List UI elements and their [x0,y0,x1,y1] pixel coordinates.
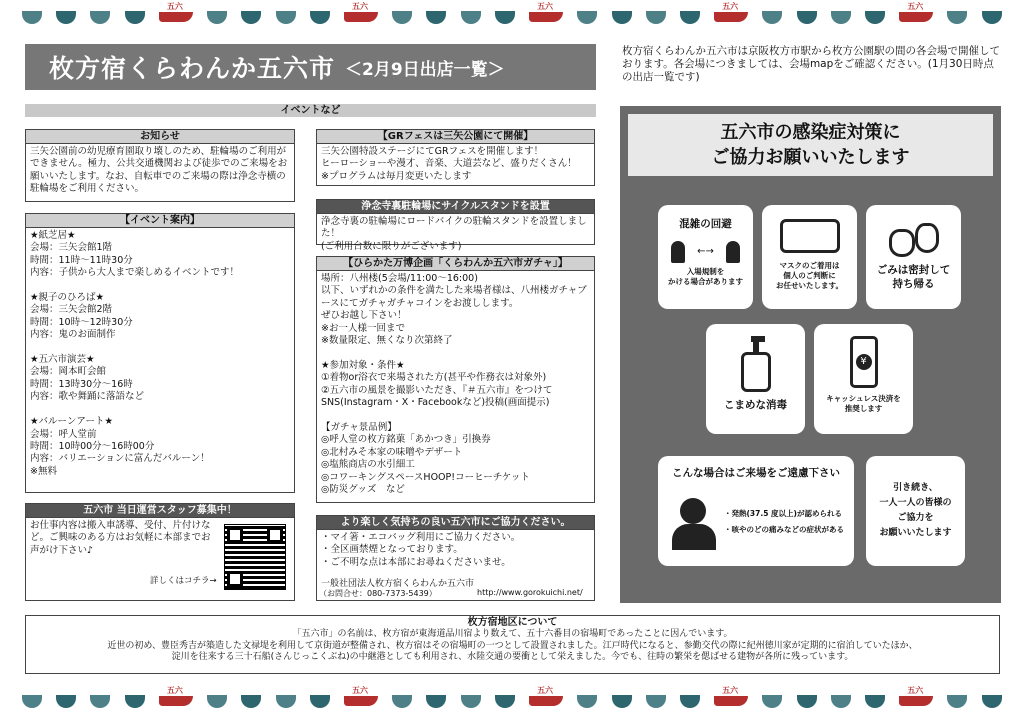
district-info-box [25,615,1000,674]
bowl-icon [310,11,330,24]
notice-title: お知らせ [26,130,294,144]
cooperation-body: ・マイ箸・エコバッグ利用にご協力ください。 ・全区画禁煙となっております。 ・ご不明な点は本部にお尋ねくださいませ。 [321,532,521,568]
decorative-border-bottom [0,688,1024,714]
bowl-icon [22,695,42,708]
boat-icon: 五六 [159,696,193,706]
sanitize-card [706,324,805,434]
refrain-items: ・発熱(37.5 度以上)が認められる ・咳やのどの痛みなどの症状がある [724,509,844,534]
bowl-icon [947,11,967,24]
mask-card [762,205,857,309]
staff-box [25,503,295,601]
trash-label: ごみは密封して 持ち帰る [876,264,951,290]
bowl-icon [680,695,700,708]
bowl-icon [982,11,1002,24]
bowl-icon [276,11,296,24]
gr-fes-title: 【GRフェスは三矢公園にて開催】 [317,130,594,144]
boat-icon: 五六 [344,12,378,22]
bowl-icon [207,11,227,24]
bowl-icon [495,11,515,24]
event-info-title: 【イベント案内】 [26,214,294,228]
boat-icon: 五六 [899,12,933,22]
boat-icon: 五六 [529,12,563,22]
notice-body: 三矢公園前の幼児療育園取り壊しのため、駐輪場のご利用ができません。極力、公共交通機関および徒歩でのご来場をお願いいたします。なお、自転車でのご来場の際は浄念寺横の駐輪場をご利用ください。 [30,146,288,195]
page-title [25,44,596,90]
website-link[interactable]: http://www.gorokuichi.net/ [477,588,583,597]
people-distance-icon: ←→ [671,239,741,263]
bowl-icon [56,11,76,24]
avoid-crowds-card [658,205,753,309]
bowl-icon [831,695,851,708]
bowl-icon [646,695,666,708]
bike-stand-body: 浄念寺裏の駐輪場にロードバイクの駐輪スタンドを設置しました！ (ご利用台数に限りがございます) [321,216,587,252]
boat-icon: 五六 [714,12,748,22]
event-info-box [25,213,295,493]
intro-text: 枚方宿くらわんか五六市は京阪枚方市駅から枚方公園駅の間の各会場で開催しております。各会場につきましては、会場mapをご確認ください。(1月30日時点の出店一覧です) [622,45,1000,83]
bowl-icon [125,695,145,708]
decorative-border-top [0,4,1024,30]
mask-note: マスクのご着用は 個人のご判断に お任せいたします。 [776,261,843,290]
bike-stand-box [316,199,595,252]
closing-card [866,456,965,566]
sanitizer-bottle-icon [741,336,771,392]
contact-phone: （お問合せ：080-7373-5439） [319,589,437,598]
bowl-icon [865,11,885,24]
bowl-icon [831,11,851,24]
bowl-icon [797,11,817,24]
bowl-icon [495,695,515,708]
mask-icon [780,219,840,253]
notice-box [25,129,295,202]
bowl-icon [310,695,330,708]
infection-title: 五六市の感染症対策に ご協力お願いいたします [628,114,993,176]
boat-icon: 五六 [159,12,193,22]
subtitle-text: ＜2月9日出店一覧＞ [345,59,505,80]
smartphone-payment-icon: ¥ [850,336,878,388]
cashless-card [814,324,913,434]
bowl-icon [947,695,967,708]
bowl-icon [22,11,42,24]
events-heading: イベントなど [25,104,596,117]
bowl-icon [207,695,227,708]
bowl-icon [241,695,261,708]
bowl-icon [865,695,885,708]
bowl-icon [762,695,782,708]
boat-icon: 五六 [344,696,378,706]
bowl-icon [646,11,666,24]
bowl-icon [426,11,446,24]
bowl-icon [276,695,296,708]
avoid-crowds-note: 入場規制を かける場合があります [668,267,743,286]
cashless-note: キャッシュレス決済を 推奨します [826,394,901,413]
bowl-icon [797,695,817,708]
infection-measures-panel [620,106,1001,603]
bowl-icon [90,695,110,708]
bowl-icon [577,695,597,708]
bowl-icon [125,11,145,24]
trash-card [866,205,961,309]
bowl-icon [680,11,700,24]
bowl-icon [392,11,412,24]
event-info-body: ★紙芝居★ 会場：三矢会館1階 時間：11時～11時30分 内容：子供から大人まで楽しめるイベントです！ ★親子のひろば★ 会場：三矢会館2階 時間：10時～12時30分 内容：鬼のお面制作 ★五六市演芸★ 会場：岡本町会館 時間：13時30分～16時 内容：歌や舞踊に落語など ★バルーンアート★ 会場：呼人堂前 時間：10時00分～16時00分 内容：バリエーションに富んだバルーン！ ※無料 [30,230,240,477]
bowl-icon [461,11,481,24]
bowl-icon [577,11,597,24]
staff-more-link[interactable]: 詳しくはコチラ→ [150,576,217,586]
title-text: 枚方宿くらわんか五六市 [49,54,336,83]
refrain-title: こんな場合はご来場をご遠慮下さい [672,467,840,479]
gacha-box [316,256,595,503]
bowl-icon [426,695,446,708]
gr-fes-box [316,129,595,186]
bowl-icon [241,11,261,24]
gacha-title: 【ひらかた万博企画「くらわんか五六市ガチャ」】 [317,257,594,271]
bowl-icon [612,695,632,708]
district-body: 「五六市」の名前は、枚方宿が東海道品川宿より数えて、五十六番目の宿場町であったことに因んでいます。 近世の初め、豊臣秀吉が築造した文禄堤を利用して京街道が整備され、枚方宿はその宿場町の一つとして設置されました。江戸時代になると、参勤交代の際に紀州徳川家が定期的に宿泊していたほか、 淀川を往来する三十石船(さんじっこくぶね)の中継港としても利用され、水陸交通の要衝として栄えました。今でも、往時の繁栄を偲ばせる建物が各所に残っています。 [107,629,918,662]
refrain-card [658,456,854,566]
organization-name: 一般社団法人枚方宿くらわんか五六市 [321,579,475,589]
avoid-crowds-title: 混雑の回避 [679,218,732,230]
sick-person-icon [670,494,718,550]
trash-bag-icon [889,217,939,257]
bowl-icon [56,695,76,708]
cooperation-box [316,515,595,601]
bowl-icon [461,695,481,708]
gr-fes-body: 三矢公園特設ステージにてGRフェスを開催します！ ヒーローショーや漫才、音楽、大道芸など、盛りだくさん！ ※プログラムは毎月変更いたします [321,146,577,182]
gacha-body: 場所：八州楼(5会場/11:00～16:00) 以下、いずれかの条件を満たした来場者様は、八州楼ガチャブースにてガチャガチャコインをお渡しします。 ぜひお越し下さい！ ※お一人様一回まで ※数量限定、無くなり次第終了 ★参加対象・条件★ ①着物or浴衣で来場された方(甚平や作務衣は対象外) ②五六市の風景を撮影いただき、『＃五六市』をつけてSNS(Instagram・X・Facebookなど)投稿(画面提示) 【ガチャ景品例】 ◎呼人堂の枚方銘菓「あかつき」引換券 ◎北村みそ本家の味噌やデザート ◎塩熊商店の水引細工 ◎コワーキングスペースHOOP!コーヒーチケット ◎防災グッズ など [321,273,587,495]
sanitize-label: こまめな消毒 [724,399,787,411]
bowl-icon [762,11,782,24]
closing-text: 引き続き、 一人一人の皆様の ご協力を お願いいたします [879,483,952,538]
district-title: 枚方宿地区について [26,616,999,629]
qr-code-icon[interactable] [224,524,286,590]
cooperation-title: より楽しく気持ちの良い五六市にご協力ください。 [317,516,594,530]
staff-body: お仕事内容は搬入車誘導、受付、片付けなど。ご興味のある方はお気軽に本部までお声がけ下さい♪ [30,520,211,556]
boat-icon: 五六 [529,696,563,706]
bowl-icon [90,11,110,24]
staff-title: 五六市 当日運営スタッフ募集中！ [26,504,294,518]
boat-icon: 五六 [714,696,748,706]
bike-stand-title: 浄念寺裏駐輪場にサイクルスタンドを設置 [317,200,594,214]
bowl-icon [392,695,412,708]
bowl-icon [612,11,632,24]
boat-icon: 五六 [899,696,933,706]
bowl-icon [982,695,1002,708]
